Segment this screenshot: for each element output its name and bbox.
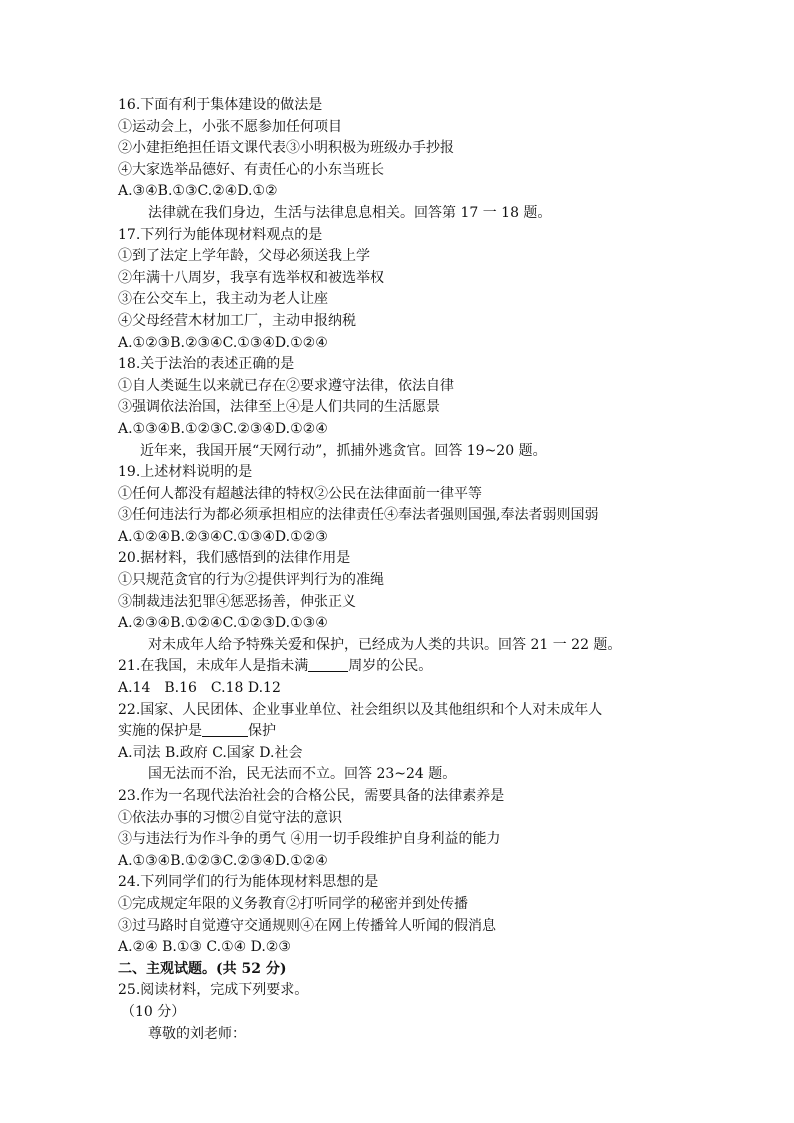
q16-line-2: ②小建拒绝担任语文课代表③小明积极为班级办手抄报	[118, 140, 454, 157]
q17-options: A.①②③B.②③④C.①③④D.①②④	[118, 334, 328, 351]
q16-options: A.③④B.①③C.②④D.①②	[118, 183, 278, 200]
q24-line-2: ③过马路时自觉遵守交通规则④在网上传播耸人听闻的假消息	[118, 917, 496, 934]
q25-stem: 25.阅读材料，完成下列要求。	[118, 982, 309, 999]
q21-stem	[118, 656, 708, 678]
q21-options: A.14 B.16 C.18 D.12	[118, 680, 281, 697]
q22-stem-line-2	[118, 721, 708, 743]
q18-stem: 18.关于法治的表述正确的是	[118, 356, 295, 373]
q17-line-3: ③在公交车上，我主动为老人让座	[118, 291, 328, 308]
q18-line-1: ①自人类诞生以来就已存在②要求遵守法律，依法自律	[118, 377, 454, 394]
q20-stem: 20.据材料，我们感悟到的法律作用是	[118, 550, 351, 567]
q18-options: A.①③④B.①②③C.②③④D.①②④	[118, 420, 328, 437]
q19-options: A.①②④B.②③④C.①③④D.①②③	[118, 528, 328, 545]
q23-line-2: ③与违法行为作斗争的勇气 ④用一切手段维护自身利益的能力	[118, 831, 501, 848]
answer-blank	[308, 657, 348, 672]
q24-options: A.②④ B.①③ C.①④ D.②③	[118, 939, 291, 956]
letter-salutation: 尊敬的刘老师：	[148, 1025, 246, 1042]
q21-stem-part-2: 周岁的公民。	[348, 658, 433, 675]
q17-line-1: ①到了法定上学年龄，父母必须送我上学	[118, 248, 370, 265]
q19-line-2: ③任何违法行为都必须承担相应的法律责任④奉法者强则国强,奉法者弱则国弱	[118, 507, 599, 524]
q16-line-1: ①运动会上，小张不愿参加任何项目	[118, 118, 342, 135]
q22-stem-part-1: 实施的保护是	[118, 723, 202, 740]
q18-line-2: ③强调依法治国，法律至上④是人们共同的生活愿景	[118, 399, 440, 416]
q22-stem-part-2: 保护	[248, 723, 276, 740]
material-17-18: 法律就在我们身边，生活与法律息息相关。回答第 17 一 18 题。	[148, 204, 552, 221]
q23-stem: 23.作为一名现代法治社会的合格公民，需要具备的法律素养是	[118, 788, 505, 804]
q17-line-4: ④父母经营木材加工厂，主动申报纳税	[118, 312, 356, 329]
q23-options: A.①③④B.①②③C.②③④D.①②④	[118, 852, 328, 869]
q17-line-2: ②年满十八周岁，我享有选举权和被选举权	[118, 269, 384, 286]
exam-content	[118, 95, 708, 1045]
section-2-heading: 二、主观试题。(共 52 分)	[118, 960, 287, 977]
q17-stem: 17.下列行为能体现材料观点的是	[118, 226, 323, 243]
q21-stem-part-1: 21.在我国，未成年人是指未满	[118, 658, 309, 675]
q20-options: A.②③④B.①②④C.①②③D.①③④	[118, 615, 328, 632]
q23-line-1: ①依法办事的习惯②自觉守法的意识	[118, 809, 342, 826]
material-23-24: 国无法而不治，民无法而不立。回答 23~24 题。	[148, 766, 457, 783]
q19-stem: 19.上述材料说明的是	[118, 464, 253, 481]
q19-line-1: ①任何人都没有超越法律的特权②公民在法律面前一律平等	[118, 485, 482, 502]
q16-stem: 16.下面有利于集体建设的做法是	[118, 97, 323, 113]
answer-blank	[202, 722, 248, 737]
q24-line-1: ①完成规定年限的义务教育②打听同学的秘密并到处传播	[118, 895, 468, 912]
q25-score: （10 分）	[121, 1003, 186, 1020]
q20-line-1: ①只规范贪官的行为②提供评判行为的准绳	[118, 572, 384, 589]
q22-options: A.司法 B.政府 C.国家 D.社会	[118, 744, 303, 761]
q24-stem: 24.下列同学们的行为能体现材料思想的是	[118, 874, 379, 891]
material-19-20: 近年来，我国开展“天网行动”，抓捕外逃贪官。回答 19~20 题。	[140, 442, 547, 459]
q16-line-3: ④大家选举品德好、有责任心的小东当班长	[118, 161, 384, 178]
material-21-22: 对未成年人给予特殊关爱和保护，已经成为人类的共识。回答 21 一 22 题。	[148, 636, 622, 653]
q22-stem-line-1: 22.国家、人民团体、企业事业单位、社会组织以及其他组织和个人对未成年人	[118, 701, 603, 718]
q20-line-2: ③制裁违法犯罪④惩恶扬善，伸张正义	[118, 593, 356, 610]
